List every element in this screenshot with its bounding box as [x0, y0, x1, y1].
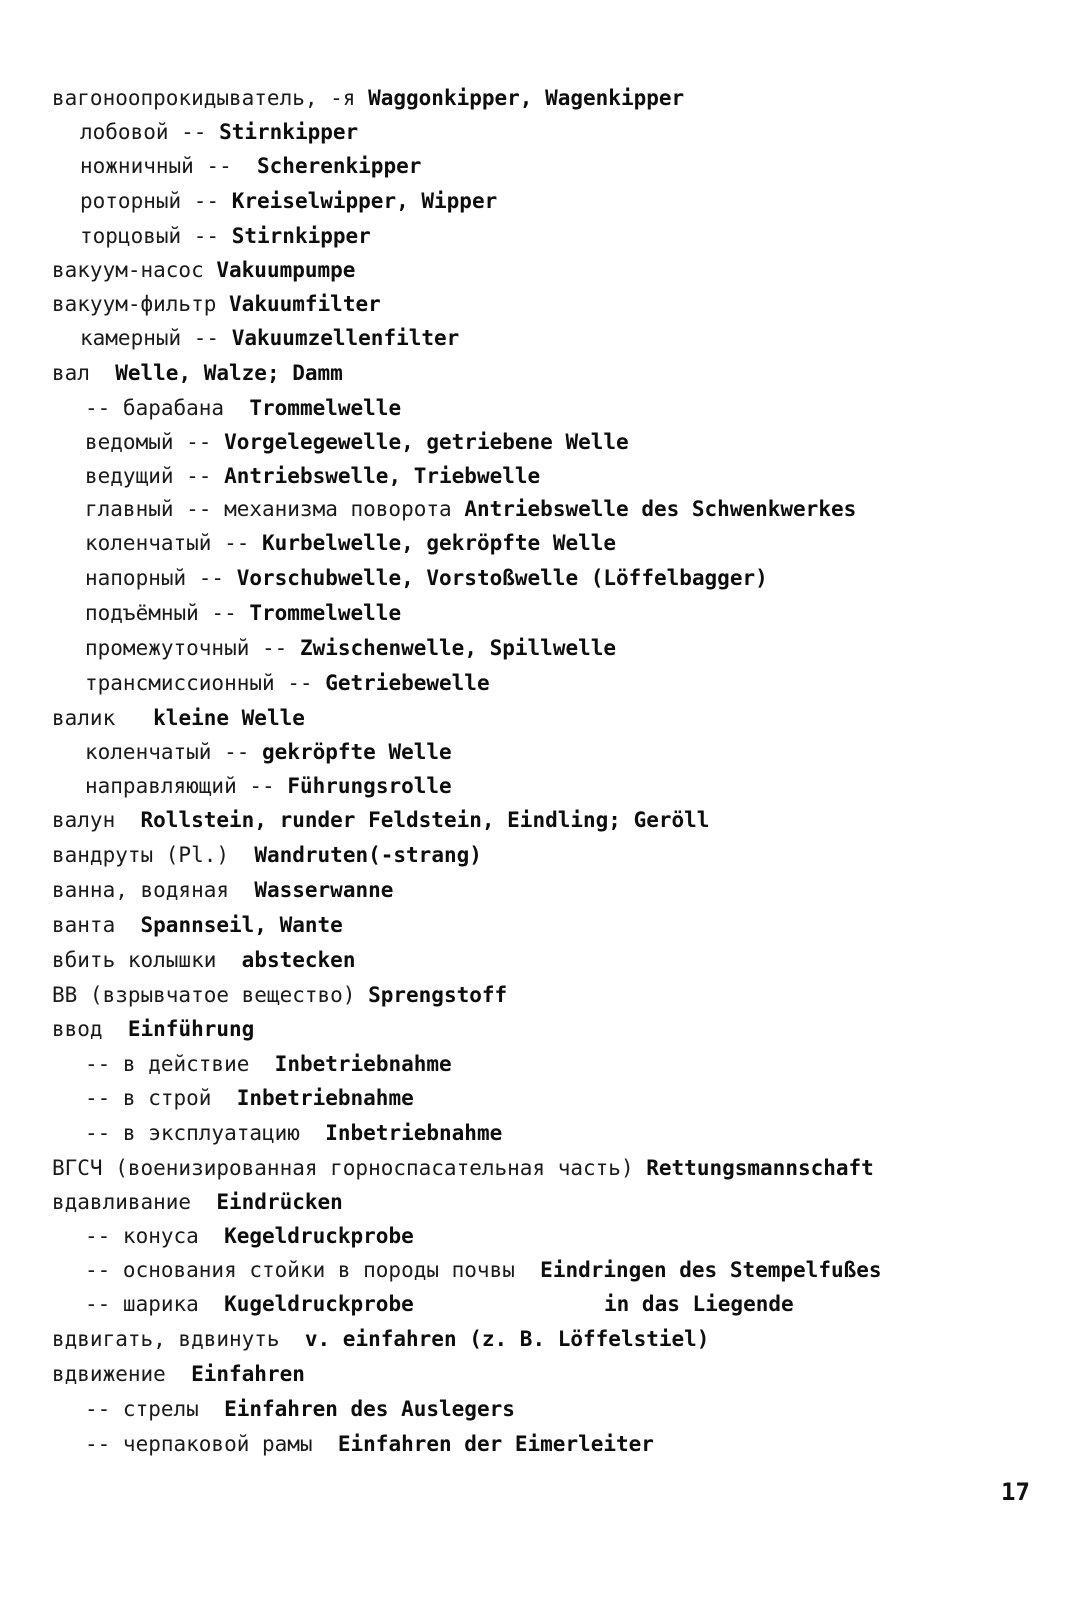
entry-german: Wasserwanne	[254, 878, 394, 902]
entry-line	[85, 1052, 452, 1076]
entry-russian: трансмиссионный --	[85, 671, 313, 695]
entry-russian: вандруты (Pl.)	[52, 843, 230, 867]
entry-russian: ввод	[52, 1017, 103, 1041]
entry-russian: роторный --	[80, 189, 220, 213]
entry-german: Vakuumpumpe	[216, 258, 356, 282]
entry-german: Zwischenwelle, Spillwelle	[299, 636, 617, 660]
entry-german: Einfahren der Eimerleiter	[337, 1432, 654, 1456]
entry-line	[85, 1258, 882, 1282]
entry-german: Kugeldruckprobe	[224, 1292, 414, 1316]
entry-line	[52, 808, 709, 832]
entry-line	[52, 948, 355, 972]
entry-german: Einführung	[127, 1017, 255, 1041]
entry-line	[52, 706, 305, 730]
entry-german: Sprengstoff	[368, 983, 508, 1007]
entry-russian: ванна, водяная	[52, 878, 230, 902]
entry-german: Vorgelegewelle, getriebene Welle	[224, 430, 629, 454]
page-number: 17	[1001, 1478, 1030, 1506]
entry-german: Führungsrolle	[287, 774, 452, 798]
entry-line	[85, 396, 401, 420]
entry-line	[85, 497, 856, 521]
entry-russian: ванта	[52, 913, 116, 937]
entry-russian: -- в эксплуатацию	[85, 1121, 300, 1145]
entry-german: Getriebewelle	[325, 671, 490, 695]
entry-line	[52, 1017, 254, 1041]
entry-german: Spannseil, Wante	[140, 913, 343, 937]
entry-line	[52, 258, 355, 282]
entry-german: Rollstein, runder Feldstein, Eindling; Geröll	[140, 808, 710, 832]
entry-russian: вакуум-насос	[52, 258, 204, 282]
entry-german: Inbetriebnahme	[236, 1086, 414, 1110]
entry-line	[85, 531, 616, 555]
entry-line	[85, 1397, 515, 1421]
entry-line	[52, 86, 684, 110]
entry-german: Einfahren	[191, 1362, 305, 1386]
entry-line	[85, 636, 616, 660]
entry-line	[85, 464, 540, 488]
entry-german: Welle, Walze; Damm	[115, 361, 343, 385]
entry-line	[85, 1086, 414, 1110]
entry-german: Kreiselwipper, Wipper	[231, 189, 498, 213]
entry-russian: -- в действие	[85, 1052, 250, 1076]
entry-german: Inbetriebnahme	[274, 1052, 452, 1076]
entry-german: v. einfahren (z. B. Löffelstiel)	[304, 1327, 710, 1351]
entry-line	[52, 983, 507, 1007]
entry-german: Waggonkipper, Wagenkipper	[368, 86, 685, 110]
entry-line	[85, 430, 629, 454]
entry-german: Stirnkipper	[231, 224, 371, 248]
entry-russian: -- шарика	[85, 1292, 199, 1316]
entry-russian: -- основания стойки в породы почвы	[85, 1258, 515, 1282]
entry-german: abstecken	[241, 948, 356, 972]
entry-russian: валик	[52, 706, 116, 730]
entry-russian: валун	[52, 808, 116, 832]
entry-line	[85, 671, 490, 695]
entry-line	[52, 1190, 343, 1214]
entry-russian: -- барабана	[85, 396, 225, 420]
entry-german: in das Liegende	[604, 1292, 794, 1316]
entry-german: Trommelwelle	[249, 601, 402, 625]
entry-line	[80, 189, 497, 213]
entry-line	[85, 601, 401, 625]
entry-russian: коленчатый --	[85, 531, 250, 555]
entry-line	[604, 1292, 794, 1316]
entry-german: Wandruten(-strang)	[254, 843, 482, 867]
entry-line	[80, 224, 371, 248]
entry-russian: вал	[52, 361, 90, 385]
entry-german: Kurbelwelle, gekröpfte Welle	[262, 531, 617, 555]
entry-line	[52, 361, 343, 385]
entry-german: Antriebswelle, Triebwelle	[224, 464, 541, 488]
entry-russian: вдавливание	[52, 1190, 192, 1214]
entry-russian: торцовый --	[80, 224, 220, 248]
entry-german: Vorschubwelle, Vorstoßwelle (Löffelbagger)	[236, 566, 768, 590]
entry-russian: вагоноопрокидыватель, -я	[52, 86, 356, 110]
entry-line	[52, 1327, 709, 1351]
entry-line	[85, 1121, 502, 1145]
entry-german: gekröpfte Welle	[262, 740, 452, 764]
entry-line	[85, 1432, 654, 1456]
entry-line	[52, 878, 393, 902]
entry-german: Antriebswelle des Schwenkwerkes	[464, 497, 857, 521]
entry-german: Eindringen des Stempelfußes	[540, 1258, 882, 1282]
entry-line	[80, 154, 421, 178]
entry-russian: ведомый --	[85, 430, 212, 454]
entry-russian: вдвигать, вдвинуть	[52, 1327, 280, 1351]
entry-line	[85, 566, 768, 590]
entry-line	[52, 913, 343, 937]
entry-german: Vakuumfilter	[229, 292, 381, 316]
entry-german: Trommelwelle	[249, 396, 402, 420]
entry-russian: лобовой --	[80, 120, 207, 144]
entry-line	[52, 843, 482, 867]
entry-german: Eindrücken	[216, 1190, 343, 1214]
entry-russian: направляющий --	[85, 774, 275, 798]
entry-german: Vakuumzellenfilter	[231, 326, 460, 350]
entry-russian: подъёмный --	[85, 601, 237, 625]
entry-russian: коленчатый --	[85, 740, 250, 764]
entry-line	[52, 1156, 874, 1180]
entry-russian: ВВ (взрывчатое вещество)	[52, 983, 356, 1007]
entry-russian: главный -- механизма поворота	[85, 497, 452, 521]
entry-line	[85, 774, 452, 798]
entry-line	[52, 292, 381, 316]
entry-german: Scherenkipper	[257, 154, 422, 178]
entry-line	[85, 1224, 414, 1248]
entry-german: Einfahren des Auslegers	[224, 1397, 515, 1421]
entry-line	[52, 1362, 305, 1386]
entry-german: Stirnkipper	[219, 120, 359, 144]
entry-russian: вбить колышки	[52, 948, 217, 972]
entry-german: kleine Welle	[153, 706, 305, 730]
entry-russian: -- в строй	[85, 1086, 212, 1110]
entry-russian: напорный --	[85, 566, 225, 590]
entry-german: Inbetriebnahme	[325, 1121, 503, 1145]
entry-russian: -- стрелы	[85, 1397, 199, 1421]
entry-line	[85, 1292, 414, 1316]
entry-russian: промежуточный --	[85, 636, 288, 660]
entry-russian: -- черпаковой рамы	[85, 1432, 313, 1456]
entry-line	[80, 120, 358, 144]
entry-russian: -- конуса	[85, 1224, 199, 1248]
entry-russian: вдвижение	[52, 1362, 166, 1386]
entry-russian: ножничный --	[80, 154, 232, 178]
entry-line	[80, 326, 459, 350]
entry-german: Rettungsmannschaft	[646, 1156, 874, 1180]
entry-russian: вакуум-фильтр	[52, 292, 217, 316]
entry-german: Kegeldruckprobe	[224, 1224, 414, 1248]
entry-russian: ведущий --	[85, 464, 212, 488]
entry-russian: ВГСЧ (военизированная горноспасательная часть)	[52, 1156, 634, 1180]
entry-russian: камерный --	[80, 326, 220, 350]
entry-line	[85, 740, 452, 764]
